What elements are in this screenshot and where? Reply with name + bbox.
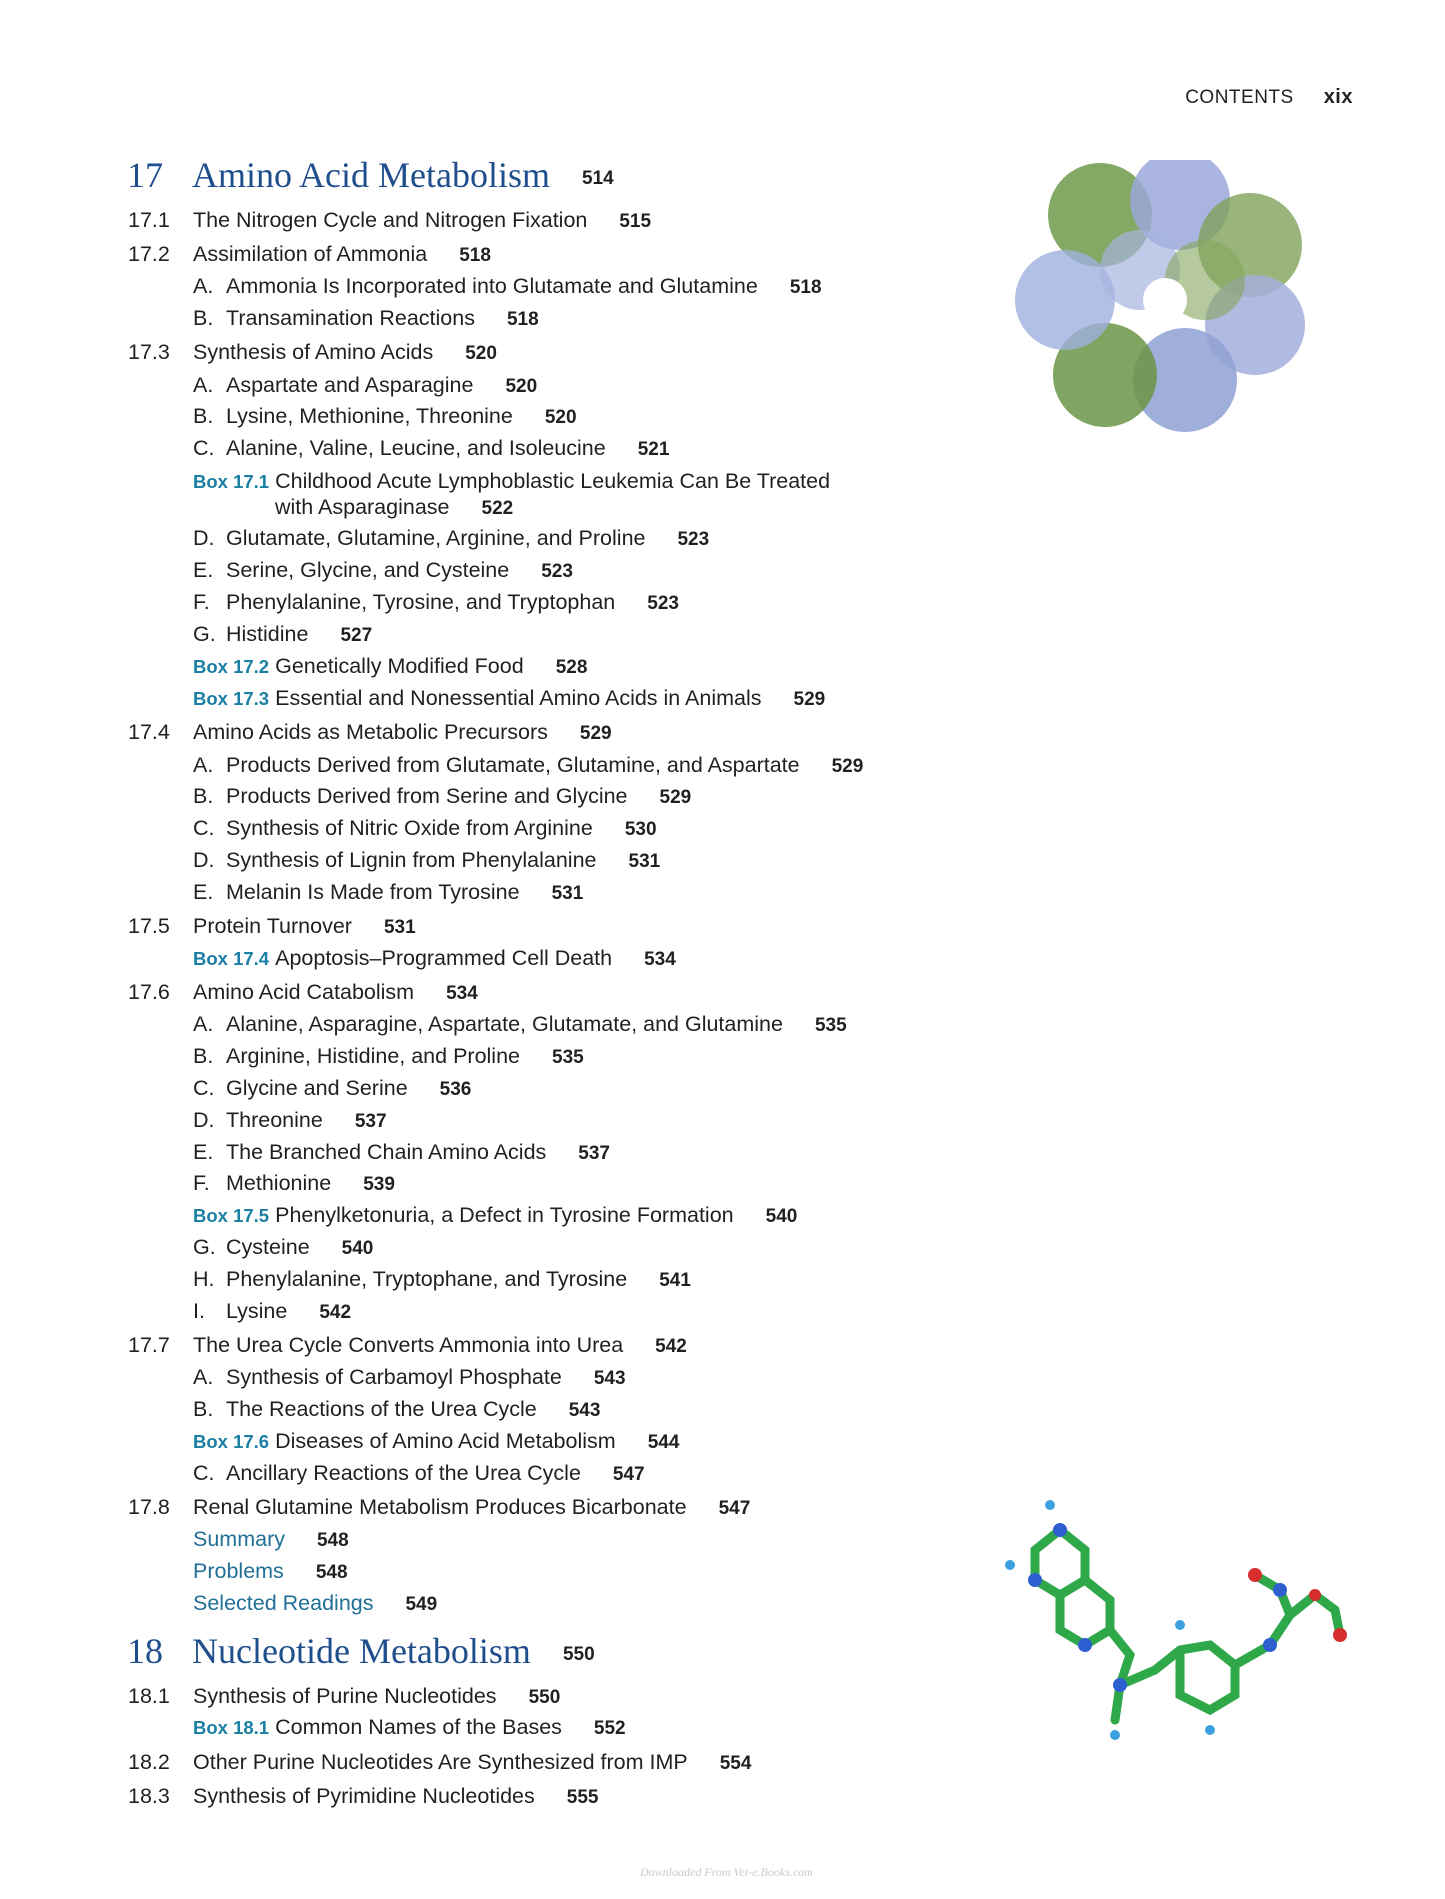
section-number: 17.8 <box>128 1495 170 1519</box>
page-number: 555 <box>566 1787 599 1808</box>
subsection-letter: A. <box>193 1365 214 1389</box>
subsection-title: Ammonia Is Incorporated into Glutamate and Glutamine <box>226 274 758 298</box>
molecule-bonds <box>1035 1530 1340 1720</box>
page-number: 529 <box>831 756 864 777</box>
page-number: 535 <box>814 1015 847 1036</box>
box-label: Box 17.1 <box>193 471 270 492</box>
subsection-title: Phenylalanine, Tryptophane, and Tyrosine <box>226 1267 628 1291</box>
subsection-letter: A. <box>193 274 214 298</box>
subsection-title: Histidine <box>226 622 309 646</box>
section-title: Synthesis of Pyrimidine Nucleotides <box>193 1784 535 1808</box>
page-number: 537 <box>354 1111 387 1132</box>
page-number: 518 <box>789 277 822 298</box>
subsection-title: Glutamate, Glutamine, Arginine, and Proline <box>226 526 646 550</box>
subsection-letter: B. <box>193 1397 214 1421</box>
page-number: 552 <box>593 1718 626 1739</box>
subsection-title: Cysteine <box>226 1235 310 1259</box>
box-label: Box 17.5 <box>193 1205 270 1226</box>
subsection-letter: D. <box>193 848 215 872</box>
page-number: 544 <box>647 1432 680 1453</box>
page-number: 542 <box>655 1336 687 1357</box>
page-number: 520 <box>544 407 577 428</box>
section-number: 17.5 <box>128 914 170 938</box>
subsection-letter: D. <box>193 1108 215 1132</box>
page-number: 540 <box>765 1206 798 1227</box>
page-number: 554 <box>719 1753 752 1774</box>
subsection-title: Alanine, Valine, Leucine, and Isoleucine <box>226 436 606 460</box>
chapter-title: Amino Acid Metabolism <box>192 155 550 195</box>
section-number: 17.3 <box>128 340 170 364</box>
section-title: The Nitrogen Cycle and Nitrogen Fixation <box>193 208 588 232</box>
section-title: Amino Acids as Metabolic Precursors <box>193 720 548 744</box>
page-number: 529 <box>579 723 612 744</box>
page-number: 548 <box>315 1562 348 1583</box>
running-head <box>1185 86 1353 109</box>
section-number: 18.1 <box>128 1684 170 1708</box>
page-number: 528 <box>555 657 588 678</box>
subsection-title: Products Derived from Glutamate, Glutamine, and Aspartate <box>226 753 800 777</box>
page-number: 534 <box>446 983 478 1004</box>
page-number: 549 <box>405 1594 438 1615</box>
chapter-number: 18 <box>127 1631 163 1671</box>
chapter-number: 17 <box>127 155 163 195</box>
section-number: 17.6 <box>128 980 170 1004</box>
page-number: 536 <box>439 1079 472 1100</box>
box-title-continuation: with Asparaginase <box>275 495 450 519</box>
page-number: 535 <box>552 1047 584 1068</box>
subsection-letter: F. <box>193 590 210 614</box>
subsection-title: The Reactions of the Urea Cycle <box>226 1397 537 1421</box>
subsection-title: Alanine, Asparagine, Aspartate, Glutamate, and Glutamine <box>226 1012 783 1036</box>
page-number: 531 <box>628 851 661 872</box>
page-number: 523 <box>541 561 573 582</box>
selected-readings-title: Selected Readings <box>193 1591 374 1615</box>
page-number: 529 <box>659 787 692 808</box>
section-title: Synthesis of Purine Nucleotides <box>193 1684 497 1708</box>
page-number: 550 <box>528 1687 561 1708</box>
page-number: xix <box>1323 86 1353 108</box>
section-title: Renal Glutamine Metabolism Produces Bicarbonate <box>193 1495 687 1519</box>
page-number: 547 <box>718 1498 751 1519</box>
page-number: 543 <box>568 1400 601 1421</box>
page-number: 530 <box>624 819 657 840</box>
section-number: 18.2 <box>128 1750 170 1774</box>
subsection-title: Serine, Glycine, and Cysteine <box>226 558 510 582</box>
section-number: 17.1 <box>128 208 170 232</box>
subsection-title: Arginine, Histidine, and Proline <box>226 1044 520 1068</box>
subsection-letter: B. <box>193 404 214 428</box>
section-number: 17.7 <box>128 1333 170 1357</box>
box-label: Box 17.2 <box>193 656 270 677</box>
page-number: 542 <box>319 1302 352 1323</box>
section-number: 17.4 <box>128 720 170 744</box>
subsection-title: Lysine, Methionine, Threonine <box>226 404 513 428</box>
page-number: 529 <box>793 689 826 710</box>
protein-subunits <box>1015 160 1305 432</box>
section-title: Synthesis of Amino Acids <box>193 340 434 364</box>
watermark: Downloaded From Vet-e.Books.com <box>640 1865 813 1879</box>
box-label: Box 17.3 <box>193 688 270 709</box>
page-number: 520 <box>465 343 497 364</box>
subsection-title: Threonine <box>226 1108 323 1132</box>
page-number: 543 <box>593 1368 626 1389</box>
box-title: Phenylketonuria, a Defect in Tyrosine Formation <box>275 1203 734 1227</box>
subsection-letter: A. <box>193 753 214 777</box>
page-number: 531 <box>551 883 584 904</box>
subsection-letter: C. <box>193 436 215 460</box>
page-number: 514 <box>581 168 614 189</box>
section-title: Assimilation of Ammonia <box>193 242 428 266</box>
page-number: 523 <box>647 593 679 614</box>
subsection-title: Products Derived from Serine and Glycine <box>226 784 628 808</box>
protein-structure-figure <box>1010 160 1320 440</box>
page-number: 550 <box>562 1644 595 1665</box>
subsection-title: Glycine and Serine <box>226 1076 408 1100</box>
page-number: 515 <box>619 211 652 232</box>
subsection-title: Melanin Is Made from Tyrosine <box>226 880 520 904</box>
page-number: 547 <box>612 1464 645 1485</box>
section-title: Amino Acid Catabolism <box>193 980 415 1004</box>
page-number: 521 <box>637 439 670 460</box>
subsection-title: The Branched Chain Amino Acids <box>226 1140 547 1164</box>
section-title: Other Purine Nucleotides Are Synthesized from IMP <box>193 1750 688 1774</box>
chapter-title: Nucleotide Metabolism <box>192 1631 531 1671</box>
box-title: Apoptosis–Programmed Cell Death <box>275 946 613 970</box>
subsection-title: Synthesis of Lignin from Phenylalanine <box>226 848 597 872</box>
section-title: Protein Turnover <box>193 914 352 938</box>
summary-title: Summary <box>193 1527 285 1551</box>
problems-title: Problems <box>193 1559 284 1583</box>
subsection-title: Ancillary Reactions of the Urea Cycle <box>226 1461 581 1485</box>
subsection-letter: B. <box>193 1044 214 1068</box>
subsection-letter: E. <box>193 558 214 582</box>
box-label: Box 18.1 <box>193 1717 270 1738</box>
page-number: 522 <box>481 498 514 519</box>
box-label: Box 17.6 <box>193 1431 270 1452</box>
subsection-letter: E. <box>193 880 214 904</box>
page-number: 548 <box>316 1530 349 1551</box>
box-title: Genetically Modified Food <box>275 654 524 678</box>
subsection-letter: C. <box>193 816 215 840</box>
section-title: The Urea Cycle Converts Ammonia into Urea <box>193 1333 624 1357</box>
page-number: 518 <box>459 245 491 266</box>
subsection-letter: A. <box>193 1012 214 1036</box>
subsection-letter: A. <box>193 373 214 397</box>
subsection-letter: H. <box>193 1267 215 1291</box>
subsection-title: Synthesis of Nitric Oxide from Arginine <box>226 816 593 840</box>
page-number: 523 <box>677 529 710 550</box>
subsection-letter: B. <box>193 784 214 808</box>
box-title: Childhood Acute Lymphoblastic Leukemia Can Be Treated <box>275 469 831 493</box>
molecule-figure <box>980 1495 1360 1765</box>
subsection-title: Methionine <box>226 1171 332 1195</box>
subsection-letter: F. <box>193 1171 210 1195</box>
page-number: 537 <box>578 1143 610 1164</box>
subsection-letter: G. <box>193 1235 216 1259</box>
box-title: Diseases of Amino Acid Metabolism <box>275 1429 616 1453</box>
subsection-letter: I. <box>193 1299 205 1323</box>
page-number: 539 <box>363 1174 395 1195</box>
page-number: 520 <box>505 376 538 397</box>
subsection-letter: E. <box>193 1140 214 1164</box>
subsection-title: Lysine <box>226 1299 288 1323</box>
box-title: Essential and Nonessential Amino Acids in Animals <box>275 686 762 710</box>
box-title: Common Names of the Bases <box>275 1715 562 1739</box>
page-number: 531 <box>383 917 416 938</box>
subsection-letter: B. <box>193 306 214 330</box>
subsection-letter: C. <box>193 1461 215 1485</box>
subsection-title: Aspartate and Asparagine <box>226 373 474 397</box>
section-number: 17.2 <box>128 242 170 266</box>
box-label: Box 17.4 <box>193 948 270 969</box>
subsection-letter: D. <box>193 526 215 550</box>
section-number: 18.3 <box>128 1784 170 1808</box>
subsection-title: Phenylalanine, Tyrosine, and Tryptophan <box>226 590 616 614</box>
subsection-letter: C. <box>193 1076 215 1100</box>
page-number: 534 <box>644 949 676 970</box>
page-number: 541 <box>659 1270 691 1291</box>
running-head-label: CONTENTS <box>1185 87 1294 108</box>
subsection-title: Transamination Reactions <box>226 306 475 330</box>
subsection-title: Synthesis of Carbamoyl Phosphate <box>226 1365 562 1389</box>
page-number: 518 <box>506 309 539 330</box>
page-number: 527 <box>340 625 373 646</box>
page-number: 540 <box>341 1238 374 1259</box>
subsection-letter: G. <box>193 622 216 646</box>
